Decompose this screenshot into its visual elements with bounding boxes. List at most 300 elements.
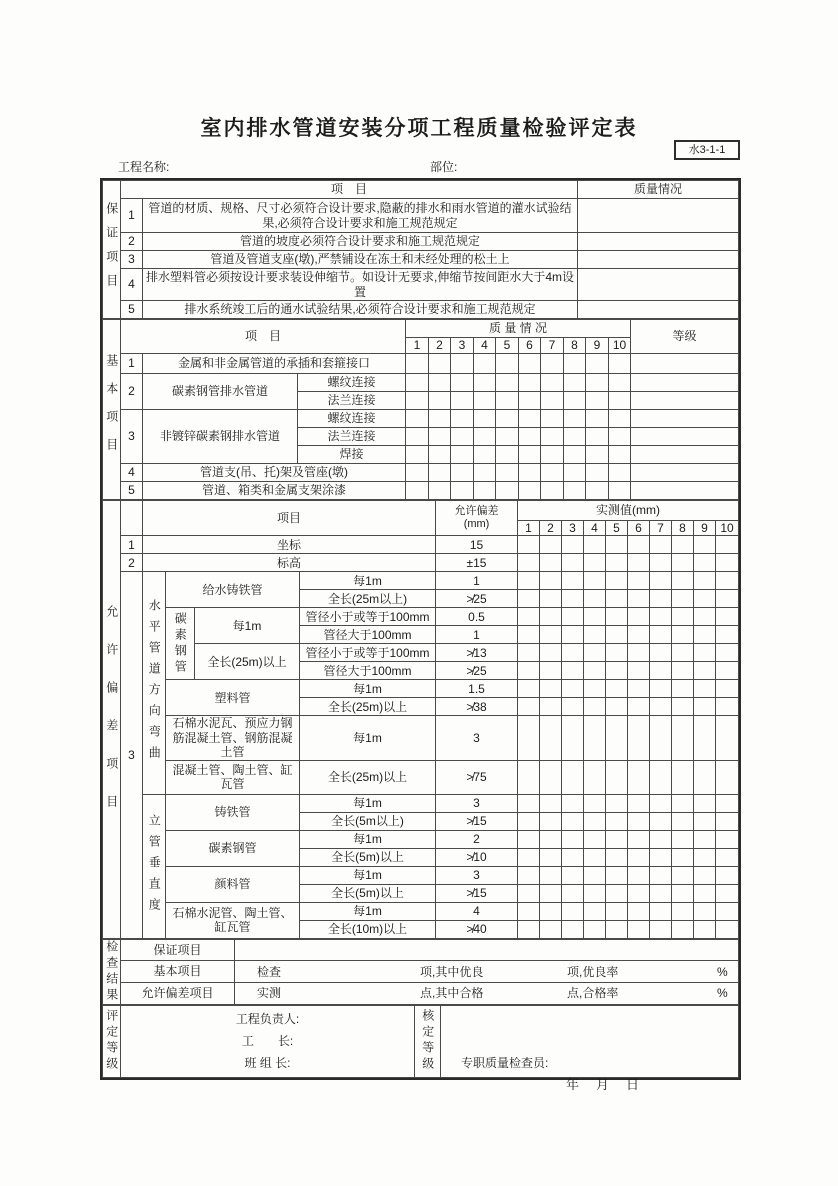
measure-cell [541, 446, 564, 464]
measure-cell [716, 884, 739, 902]
measure-cell [628, 572, 650, 590]
measure-cell [518, 536, 540, 554]
allow-value-cell: ≯25 [436, 662, 518, 680]
measure-cell [584, 794, 606, 812]
measure-cell [406, 374, 429, 392]
measure-cell [584, 866, 606, 884]
allow-value-cell: ≯15 [436, 812, 518, 830]
measure-cell [672, 626, 694, 644]
basic-header-row1 [103, 320, 739, 338]
measure-cell [541, 374, 564, 392]
quality-status-cell [578, 251, 739, 269]
measure-desc-cell: 每1m [300, 794, 436, 812]
measure-cell [694, 680, 716, 698]
measure-cell [584, 902, 606, 920]
grade-cell [631, 428, 739, 446]
measure-cell [518, 830, 540, 848]
measure-cell [694, 572, 716, 590]
measure-cell [429, 392, 451, 410]
header-allowed-deviation-line1: 允许偏差 [454, 505, 499, 517]
measure-cell [519, 446, 541, 464]
measure-cell [694, 590, 716, 608]
measure-cell [518, 590, 540, 608]
pipe-name-cell: 石棉水泥瓦、预应力钢筋混凝土管、钢筋混凝土管 [166, 716, 300, 760]
measure-cell [628, 866, 650, 884]
pipe-name-cell: 塑料管 [166, 680, 300, 716]
measure-cell [606, 812, 628, 830]
result-text: 项,优良率 [567, 964, 619, 979]
measure-cell [650, 698, 672, 716]
measure-cell [628, 644, 650, 662]
measure-cell [694, 760, 716, 794]
item-no-cell: 2 [121, 374, 143, 410]
measure-cell [650, 644, 672, 662]
measure-cell [519, 464, 541, 482]
result-text: 检查 [257, 964, 282, 979]
evaluation-form-table [100, 178, 741, 1080]
measure-cell [564, 410, 586, 428]
measure-cell [429, 464, 451, 482]
measure-cell [541, 392, 564, 410]
table-row [103, 464, 739, 482]
measure-cell [562, 794, 584, 812]
connection-type-cell: 法兰连接 [298, 392, 406, 410]
table-row [103, 644, 739, 662]
connection-type-cell: 法兰连接 [298, 428, 406, 446]
measure-cell [562, 884, 584, 902]
quality-status-cell [578, 301, 739, 319]
allow-value-cell: ≯25 [436, 590, 518, 608]
item-text-cell: 排水塑料管必须按设计要求装设伸缩节。如设计无要求,伸缩节按间距水大于4m设置 [143, 269, 578, 301]
measure-cell [518, 812, 540, 830]
grade-cell [631, 354, 739, 374]
col-no: 10 [716, 521, 739, 536]
measure-cell [496, 482, 519, 500]
measure-cell [451, 482, 474, 500]
measure-cell [609, 464, 631, 482]
header-item: 项 目 [121, 320, 406, 354]
allow-value-cell: ≯13 [436, 644, 518, 662]
item-name-cell: 管道支(吊、托)架及管座(墩) [143, 464, 406, 482]
measure-cell [606, 794, 628, 812]
allow-value-cell: 2 [436, 830, 518, 848]
header-allowed-deviation-line2: (mm) [463, 518, 490, 531]
measure-cell [716, 590, 739, 608]
header-item: 项目 [143, 501, 436, 536]
measure-cell [562, 590, 584, 608]
condition-cell: 管径小于或等于100mm [300, 644, 436, 662]
measure-cell [541, 428, 564, 446]
item-no-cell: 5 [121, 301, 143, 319]
measure-cell [650, 848, 672, 866]
table-row [103, 982, 739, 1004]
item-no-cell: 2 [121, 554, 143, 572]
grade-cell [631, 482, 739, 500]
measure-cell [540, 662, 562, 680]
item-text-cell: 管道及管道支座(墩),严禁铺设在冻土和未经处理的松土上 [143, 251, 578, 269]
measure-cell [519, 428, 541, 446]
measure-cell [650, 866, 672, 884]
pipe-name-cell: 给水铸铁管 [166, 572, 300, 608]
measure-cell [628, 536, 650, 554]
table-row [103, 866, 739, 884]
measure-cell [429, 354, 451, 374]
measure-cell [564, 482, 586, 500]
measure-cell [518, 902, 540, 920]
measure-cell [628, 662, 650, 680]
measure-cell [519, 410, 541, 428]
measure-cell [606, 626, 628, 644]
measure-cell [584, 920, 606, 938]
measure-cell [716, 572, 739, 590]
measure-cell [518, 644, 540, 662]
measure-cell [541, 410, 564, 428]
measure-cell [564, 392, 586, 410]
table-row [103, 354, 739, 374]
measure-cell [606, 884, 628, 902]
measure-cell [694, 644, 716, 662]
measure-cell [519, 374, 541, 392]
measure-cell [716, 760, 739, 794]
measure-cell [540, 608, 562, 626]
measure-cell [584, 716, 606, 760]
measure-cell [541, 354, 564, 374]
header-quality-status: 质 量 情 况 [406, 320, 631, 338]
item-no-cell: 1 [121, 536, 143, 554]
measure-cell [606, 760, 628, 794]
measure-cell [584, 572, 606, 590]
col-no: 3 [562, 521, 584, 536]
measure-cell [672, 680, 694, 698]
connection-type-cell: 螺纹连接 [298, 374, 406, 392]
item-no-cell: 4 [121, 269, 143, 301]
measure-cell [429, 428, 451, 446]
measure-cell [609, 446, 631, 464]
measure-desc-cell: 每1m [195, 608, 300, 644]
measure-cell [540, 848, 562, 866]
allow-value-cell: 3 [436, 866, 518, 884]
measure-cell [518, 848, 540, 866]
section-deviation-label: 允许偏差项目 [103, 501, 121, 939]
measure-cell [518, 884, 540, 902]
measure-cell [672, 644, 694, 662]
measure-cell [518, 680, 540, 698]
measure-cell [694, 812, 716, 830]
measure-cell [650, 590, 672, 608]
measure-cell [562, 572, 584, 590]
grade-cell [631, 410, 739, 428]
header-allowed-deviation [436, 501, 518, 536]
measure-cell [406, 464, 429, 482]
measure-cell [716, 848, 739, 866]
item-text-cell: 管道的材质、规格、尺寸必须符合设计要求,隐蔽的排水和雨水管道的灌水试验结果,必须符合设计要求和施工规范规定 [143, 199, 578, 233]
measure-cell [606, 662, 628, 680]
measure-cell [562, 608, 584, 626]
measure-cell [518, 608, 540, 626]
measure-cell [672, 572, 694, 590]
connection-type-cell: 螺纹连接 [298, 410, 406, 428]
measure-cell [694, 794, 716, 812]
table-row [103, 1005, 739, 1077]
table-row [103, 536, 739, 554]
measure-cell [672, 760, 694, 794]
measure-cell [451, 464, 474, 482]
header-quality-status: 质量情况 [578, 181, 739, 199]
measure-cell [650, 920, 672, 938]
pipe-name-cell: 铸铁管 [166, 794, 300, 830]
pipe-name-cell: 颜料管 [166, 866, 300, 902]
measure-cell [609, 374, 631, 392]
table-row [103, 760, 739, 794]
measure-cell [606, 848, 628, 866]
item-no-cell: 2 [121, 233, 143, 251]
allow-value-cell: 0.5 [436, 608, 518, 626]
table-row [103, 716, 739, 760]
col-no: 6 [519, 338, 541, 354]
item-name-cell: 标高 [143, 554, 436, 572]
item-text-cell: 排水系统竣工后的通水试验结果,必须符合设计要求和施工规范规定 [143, 301, 578, 319]
measure-cell [519, 354, 541, 374]
measure-cell [540, 866, 562, 884]
item-no-cell: 1 [121, 354, 143, 374]
measure-desc-cell: 全长(25m)以上 [300, 760, 436, 794]
table-row [103, 572, 739, 590]
measure-cell [650, 812, 672, 830]
table-row [103, 830, 739, 848]
measure-cell [518, 866, 540, 884]
measure-cell [672, 902, 694, 920]
measure-desc-cell: 全长(5m以上) [300, 812, 436, 830]
measure-cell [406, 392, 429, 410]
measure-cell [716, 716, 739, 760]
table-row [103, 554, 739, 572]
measure-cell [650, 794, 672, 812]
measure-cell [474, 428, 496, 446]
measure-cell [650, 716, 672, 760]
measure-cell [650, 884, 672, 902]
measure-cell [606, 608, 628, 626]
measure-cell [694, 662, 716, 680]
riser-verticality-group-label: 立管垂直度 [143, 794, 166, 938]
measure-cell [716, 662, 739, 680]
measure-cell [562, 760, 584, 794]
check-result-section [102, 939, 739, 1005]
measure-cell [672, 812, 694, 830]
allow-value-cell: ±15 [436, 554, 518, 572]
grade-cell [631, 374, 739, 392]
condition-cell: 管径大于100mm [300, 626, 436, 644]
allow-value-cell: 3 [436, 716, 518, 760]
measure-cell [540, 554, 562, 572]
measure-cell [429, 482, 451, 500]
grade-cell [631, 392, 739, 410]
measure-cell [716, 902, 739, 920]
col-no: 2 [429, 338, 451, 354]
measure-cell [628, 848, 650, 866]
measure-desc-cell: 全长(5m)以上 [300, 884, 436, 902]
measure-cell [562, 662, 584, 680]
measure-cell [562, 536, 584, 554]
measure-cell [496, 354, 519, 374]
result-text: 点,合格率 [567, 986, 619, 1001]
measure-cell [609, 410, 631, 428]
measure-cell [451, 374, 474, 392]
measure-cell [540, 794, 562, 812]
result-text: 项,其中优良 [420, 964, 484, 979]
measure-cell [586, 446, 609, 464]
project-manager-label: 工程负责人: [235, 1012, 300, 1027]
table-row [103, 794, 739, 812]
measure-cell [716, 644, 739, 662]
measure-cell [584, 626, 606, 644]
pipe-name-cell: 碳素钢管 [166, 608, 195, 680]
measure-cell [606, 830, 628, 848]
measure-cell [406, 482, 429, 500]
result-content-cell [235, 939, 739, 961]
measure-cell [474, 354, 496, 374]
pipe-name-cell: 混凝土管、陶土管、缸瓦管 [166, 760, 300, 794]
measure-cell [451, 428, 474, 446]
measure-cell [609, 392, 631, 410]
table-row [103, 199, 739, 233]
header-grade: 等级 [631, 320, 739, 354]
col-no: 2 [540, 521, 562, 536]
measure-desc-cell: 全长(25m)以上 [195, 644, 300, 680]
measure-cell [716, 920, 739, 938]
measure-cell [650, 572, 672, 590]
measure-cell [584, 590, 606, 608]
measure-cell [628, 794, 650, 812]
quality-inspector-label: 专职质量检查员: [461, 1056, 549, 1071]
measure-cell [519, 482, 541, 500]
table-row [103, 939, 739, 961]
inspector-cell [441, 1005, 739, 1077]
table-row [103, 410, 739, 428]
measure-cell [716, 554, 739, 572]
measure-cell [540, 830, 562, 848]
measure-cell [518, 698, 540, 716]
measure-cell [716, 812, 739, 830]
measure-cell [519, 392, 541, 410]
measure-cell [429, 446, 451, 464]
table-row [103, 961, 739, 983]
measure-cell [650, 760, 672, 794]
item-name-cell: 金属和非金属管道的承插和套箍接口 [143, 354, 406, 374]
measure-cell [562, 680, 584, 698]
measure-cell [474, 464, 496, 482]
foreman-label: 工 长: [241, 1034, 294, 1049]
measure-cell [584, 536, 606, 554]
measure-cell [650, 902, 672, 920]
allow-value-cell: 15 [436, 536, 518, 554]
measure-cell [474, 392, 496, 410]
measure-cell [716, 608, 739, 626]
section-check-result-label: 检查结果 [103, 939, 121, 1004]
measure-cell [672, 590, 694, 608]
project-name-label: 工程名称: [118, 160, 170, 174]
measure-cell [540, 680, 562, 698]
col-no: 5 [606, 521, 628, 536]
col-no: 4 [584, 521, 606, 536]
measure-cell [584, 554, 606, 572]
measure-cell [562, 812, 584, 830]
measure-cell [586, 354, 609, 374]
basic-section [102, 319, 739, 500]
measure-cell [562, 698, 584, 716]
measure-cell [518, 572, 540, 590]
measure-cell [584, 884, 606, 902]
page-title: 室内排水管道安装分项工程质量检验评定表 [200, 117, 638, 140]
measure-cell [672, 920, 694, 938]
deviation-header-row1 [103, 501, 739, 521]
item-no-cell: 3 [121, 251, 143, 269]
measure-cell [518, 920, 540, 938]
measure-cell [716, 536, 739, 554]
col-no: 8 [672, 521, 694, 536]
measure-cell [540, 536, 562, 554]
allow-value-cell: 4 [436, 902, 518, 920]
measure-cell [694, 866, 716, 884]
col-no: 7 [541, 338, 564, 354]
measure-cell [672, 830, 694, 848]
allow-value-cell: 1 [436, 626, 518, 644]
item-name-cell: 坐标 [143, 536, 436, 554]
measure-cell [406, 354, 429, 374]
measure-cell [562, 644, 584, 662]
condition-cell: 管径大于100mm [300, 662, 436, 680]
col-no: 9 [586, 338, 609, 354]
measure-cell [562, 830, 584, 848]
measure-desc-cell: 每1m [300, 902, 436, 920]
measure-cell [716, 680, 739, 698]
table-row [103, 680, 739, 698]
table-row [103, 374, 739, 392]
measure-cell [606, 644, 628, 662]
measure-cell [496, 446, 519, 464]
measure-cell [429, 410, 451, 428]
item-name-cell: 管道、箱类和金属支架涂漆 [143, 482, 406, 500]
col-no: 9 [694, 521, 716, 536]
allow-value-cell: 1 [436, 572, 518, 590]
measure-cell [564, 354, 586, 374]
header-measured-values: 实测值(mm) [518, 501, 739, 521]
measure-cell [451, 392, 474, 410]
measure-cell [606, 716, 628, 760]
pipe-name-cell: 碳素钢管 [166, 830, 300, 866]
item-no-cell: 1 [121, 199, 143, 233]
section-verify-label: 核定等级 [415, 1005, 441, 1077]
item-text-cell: 管道的坡度必须符合设计要求和施工规范规定 [143, 233, 578, 251]
measure-cell [586, 392, 609, 410]
measure-cell [584, 680, 606, 698]
measure-cell [672, 536, 694, 554]
measure-cell [628, 812, 650, 830]
measure-cell [628, 554, 650, 572]
measure-cell [540, 920, 562, 938]
measure-cell [562, 866, 584, 884]
measure-cell [716, 866, 739, 884]
result-text: 实测 [257, 986, 282, 1001]
connection-type-cell: 焊接 [298, 446, 406, 464]
header-no-spacer [121, 501, 143, 536]
result-text: % [717, 964, 728, 979]
measure-cell [540, 902, 562, 920]
measure-cell [650, 554, 672, 572]
measure-cell [694, 902, 716, 920]
measure-cell [606, 920, 628, 938]
measure-cell [650, 662, 672, 680]
measure-cell [650, 626, 672, 644]
